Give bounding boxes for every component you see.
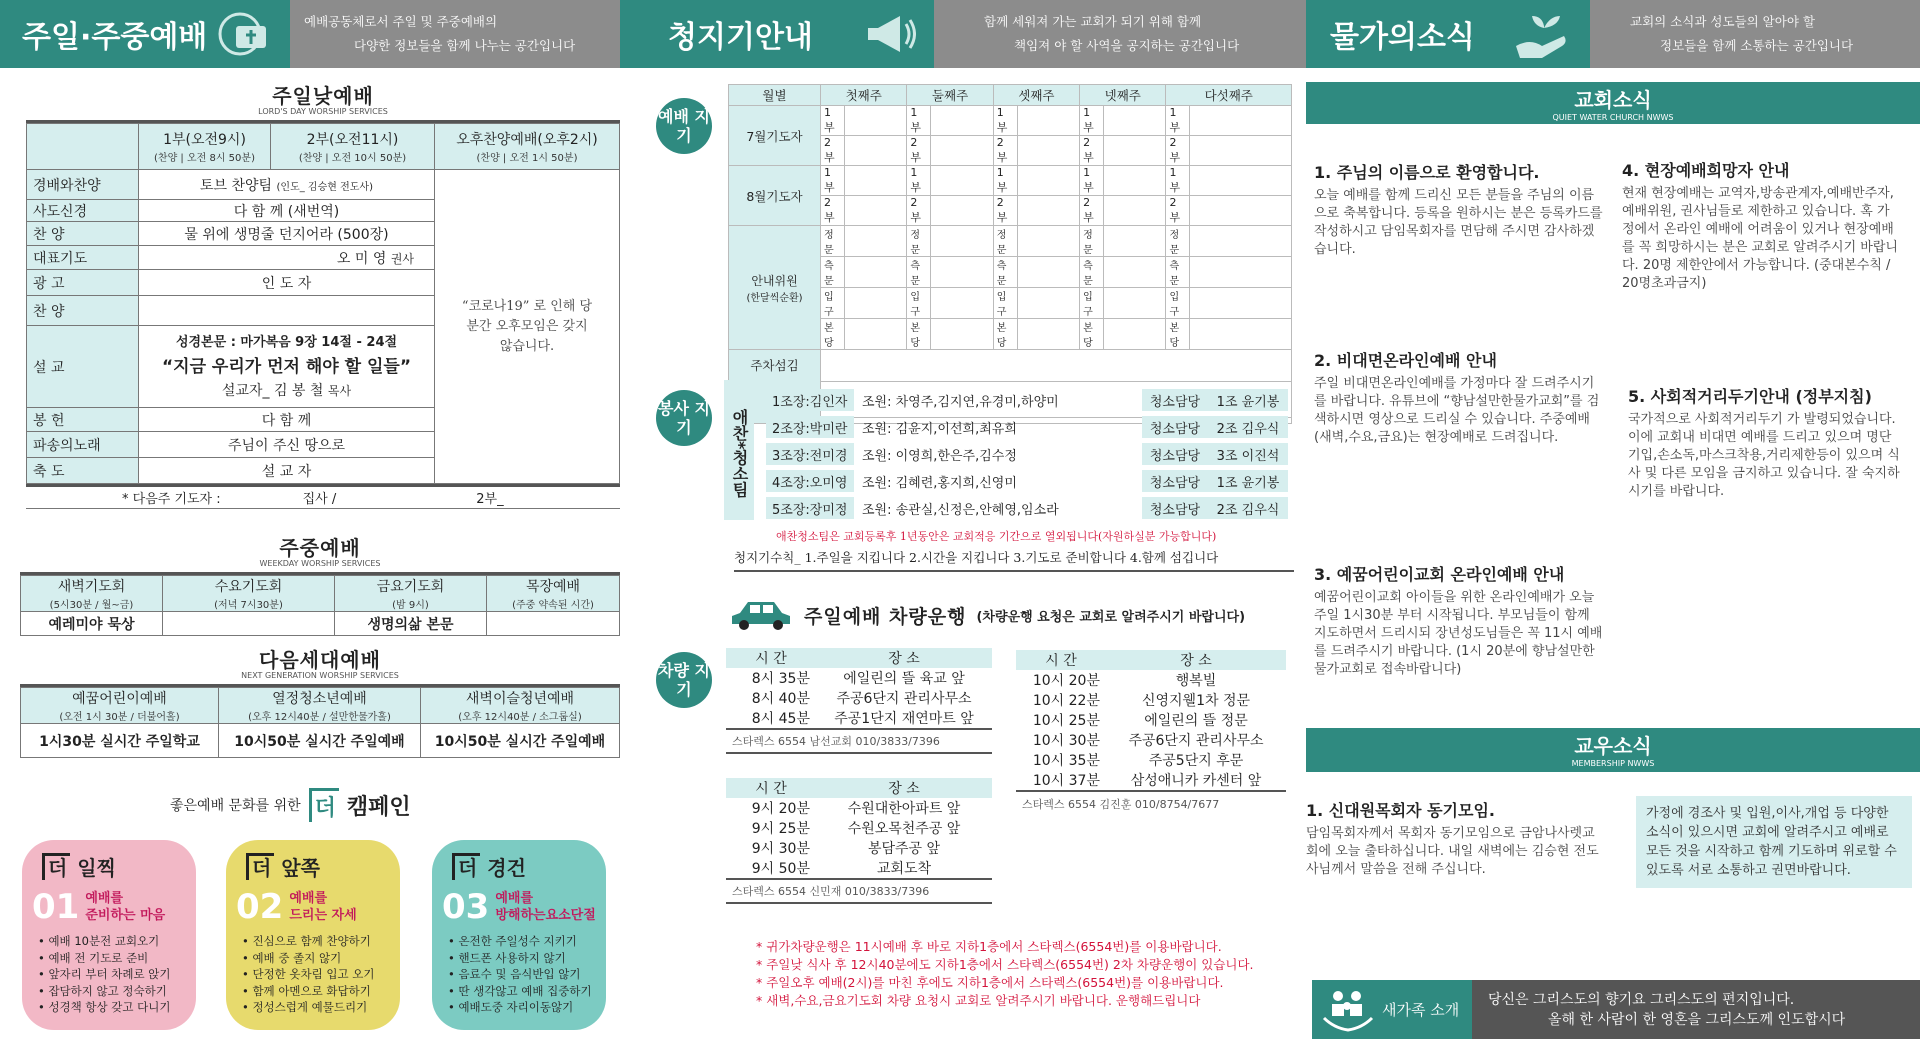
team-note: 애찬청소팀은 교회등록후 1년동안은 교회적응 기간으로 열외됩니다(자원하실분 가능합니다) bbox=[776, 530, 1217, 543]
nextgen-title: 다음세대예배 bbox=[259, 648, 381, 672]
church-news-header: 교회소식 QUIET WATER CHURCH NWWS bbox=[1306, 82, 1920, 124]
family-icon bbox=[1322, 988, 1374, 1032]
hand-sprout-icon bbox=[1512, 10, 1572, 62]
nextgen-table: 예꿈어린이예배 (오전 1시 30분 / 더불어홀) 열정청소년예배 (오후 12시40분 / 설만한물가홀) 새벽이슬청년예배 (오후 12시40분 / 소그룹실) 1시30분 실시간 주일학교 10시50분 실시간 주일예배 10시50분 실시간 주일예배 bbox=[20, 687, 620, 758]
team-table: 1조장:김인자 조원: 차영주,김지연,유경미,하양미 청소담당 1조 윤기봉 2조장:박미란 조원: 김윤지,이선희,최유희 청소담당 2조 김우식 3조장:전미경 조원: 이영희,한은주,김수정 청소담당 3조 이진석 4조장:오미영 조원: 김혜련,홍지희,신영미 청소담당 1조 윤기봉 5조장:장미정 조원: 송관실,신정은,안혜영,임소라 청소담당 2조 김우식 bbox=[766, 384, 1288, 524]
order-sermon: 성경본문 : 마가복음 9장 14절 - 24절 “지금 우리가 먼저 해야 할 일들” 설교자_ 김 봉 철 목사 bbox=[139, 326, 435, 408]
news-header-title: 물가의소식 bbox=[1306, 0, 1590, 68]
worship-header bbox=[0, 0, 620, 68]
order-prayer: 오 미 영 권사 bbox=[139, 246, 435, 270]
bible-icon bbox=[216, 10, 272, 58]
weekday-section bbox=[20, 532, 620, 636]
badge-worship-keepers: 예배 지기 bbox=[656, 98, 712, 154]
news-item-2: 2. 비대면온라인예배 안내 주일 비대면온라인예배를 가정마다 잘 드려주시기를 바랍니다. 유튜브에 “향남설만한물가교회”를 검색하시면 영상으로 드리실 수 있습니다. 주중예배(새벽,수요,금요)는 현장예배로 드려집니다. bbox=[1314, 351, 1600, 445]
order-hymn: 물 위에 생명줄 던지어라 (500장) bbox=[139, 222, 435, 246]
service-header bbox=[620, 0, 1306, 68]
member-news-item: 1. 신대원목회자 동기모임. 담임목회자께서 목회자 동기모임으로 금암나사렛교회에 오늘 출타하십니다. 내일 새벽에는 김승현 전도사님께서 말씀을 전해 주십니다. bbox=[1306, 801, 1599, 877]
news-item-5: 5. 사회적거리두기안내 (정부지침) 국가적으로 사회적거리두기 가 발령되었습니다. 이에 교회내 비대면 예배를 드리고 있으며 명단기입,손소독,마스크착용,거리제한등이 있으며 식사 및 다른 모임을 금지하고 있습니다. 잘 숙지하시기를 바랍니다. bbox=[1628, 387, 1900, 499]
covid-notice: “코로나19” 로 인해 당분간 오후모임은 갖지 않습니다. bbox=[435, 170, 620, 484]
megaphone-icon bbox=[860, 10, 916, 58]
order-sending-song: 주님이 주신 땅으로 bbox=[139, 432, 435, 458]
campaign-card-2: 더 앞쪽 02 예배를 드리는 자세 • 진심으로 함께 찬양하기 • 예배 중 졸지 않기 • 단정한 옷차림 입고 오기 • 함께 아멘으로 화답하기 • 정성스럽게 예물드리기 bbox=[226, 840, 400, 1030]
news-item-4: 4. 현장예배희망자 안내 현재 현장예배는 교역자,방송관계자,예배반주자, 예배위원, 권사님들로 제한하고 있습니다. 혹 가정에서 온라인 예배에 어려움이 있거나 현장예배를 꼭 희망하시는 분은 교회로 알려주시기 바랍니다. 20명 제한안에서 가능합니다. (중대본수칙 / 20명초과금지) bbox=[1622, 161, 1898, 291]
badge-vehicle-keepers: 차량 지기 bbox=[656, 652, 712, 708]
row-label: 설 교 bbox=[27, 326, 139, 408]
row-label: 찬 양 bbox=[27, 296, 139, 326]
order-benediction: 설 교 자 bbox=[139, 458, 435, 484]
vehicle-notes: * 귀가차량운행은 11시예배 후 바로 지하1층에서 스타렉스(6554번)를 이용바랍니다. * 주일낮 식사 후 12시40분에도 지하1층에서 스타렉스(6554번) 2차 차량운행이 있습니다. * 주일오후 예배(2시)를 마친 후에도 지하1층에서 스타렉스(6554번)를 이용바랍니다. * 새벽,수요,금요기도회 차량 요청시 교회로 알려주시기 바랍니다. 운행해드립니다 bbox=[756, 939, 1254, 1008]
team-label: 애찬*청소팀 bbox=[724, 380, 754, 520]
sunday-subtitle: LORD'S DAY WORSHIP SERVICES bbox=[258, 107, 388, 116]
row-label: 축 도 bbox=[27, 458, 139, 484]
campaign-mark: 더 bbox=[309, 788, 339, 822]
news-header bbox=[1306, 0, 1920, 68]
news-header-desc: 교회의 소식과 성도들의 알아야 할 정보들을 함께 소통하는 공간입니다 bbox=[1590, 0, 1920, 68]
service-header-desc: 함께 세워져 가는 교회가 되기 위해 함께 책임져 야 할 사역을 공지하는 공간입니다 bbox=[934, 0, 1306, 68]
order-offering: 다 함 께 bbox=[139, 408, 435, 432]
order-praise-2 bbox=[139, 296, 435, 326]
sunday-title: 주일낮예배 bbox=[272, 84, 374, 108]
row-label: 사도신경 bbox=[27, 200, 139, 222]
service-1: 1부(오전9시) (찬양 | 오전 8시 50분) bbox=[139, 124, 271, 170]
vehicle-route-3: 시 간 장 소 10시 20분 행복빌 10시 22분 신영지웰1차 정문 10시 25분 에일린의 뜰 정문 10시 30분 주공6단지 관리사무소 10시 35분 주공5단지 후문 10시 37분 삼성애니카 카센터 앞 스타렉스 6554 김진훈 010/8754/7677 bbox=[1016, 650, 1286, 815]
nextgen-subtitle: NEXT GENERATION WORSHIP SERVICES bbox=[241, 671, 399, 680]
order-announce: 인 도 자 bbox=[139, 270, 435, 296]
worship-header-title: 주일·주중예배 bbox=[0, 0, 290, 68]
row-label: 대표기도 bbox=[27, 246, 139, 270]
new-family-label: 새가족 소개 bbox=[1312, 980, 1472, 1039]
campaign-title: 좋은예배 문화를 위한 더 캠페인 bbox=[170, 788, 500, 822]
member-news-header: 교우소식 MEMBERSHIP NWWS bbox=[1306, 728, 1920, 772]
service-header-title: 청지기안내 bbox=[620, 0, 934, 68]
news-item-3: 3. 예꿈어린이교회 온라인예배 안내 예꿈어린이교회 아이들을 위한 온라인예배가 오늘 주일 1시30분 부터 시작됩니다. 부모님들이 함께 지도하면서 드리시되 장년성도님들은 꼭 11시 예배를 드려주시기 바랍니다. (1시 20분에 향남설만한물가교회로 접속바랍니다) bbox=[1314, 565, 1603, 677]
row-label: 봉 헌 bbox=[27, 408, 139, 432]
nextgen-section bbox=[20, 644, 620, 758]
weekday-table: 새벽기도회 (5시30분 / 월~금) 수요기도회 (저녁 7시30분) 금요기도회 (밤 9시) 목장예배 (주중 약속된 시간) 예레미야 묵상 생명의삶 본문 bbox=[20, 575, 620, 636]
service-3: 오후찬양예배(오후2시) (찬양 | 오전 1시 50분) bbox=[435, 124, 620, 170]
worship-header-desc: 예배공동체로서 주일 및 주중예배의 다양한 정보들을 함께 나누는 공간입니다 bbox=[290, 0, 620, 68]
order-praise: 토브 찬양팀 (인도_ 김승현 전도사) bbox=[139, 170, 435, 200]
sunday-table bbox=[26, 123, 620, 484]
vehicle-route-1: 시 간 장 소 8시 35분 에일린의 뜰 육교 앞 8시 40분 주공6단지 관리사무소 8시 45분 주공1단지 재연마트 앞 스타렉스 6554 남선교회 010/3833/7396 bbox=[726, 648, 992, 754]
footer-message: 당신은 그리스도의 향기요 그리스도의 편지입니다. 올해 한 사람이 한 영혼을 그리스도께 인도합시다 bbox=[1488, 991, 1846, 1028]
weekday-title: 주중예배 bbox=[279, 536, 361, 560]
row-label: 광 고 bbox=[27, 270, 139, 296]
vehicle-title: 주일예배 차량운행 (차량운행 요청은 교회로 알려주시기 바랍니다) bbox=[728, 598, 1298, 632]
weekday-subtitle: WEEKDAY WORSHIP SERVICES bbox=[259, 559, 381, 568]
campaign-card-3: 더 경건 03 예배를 방해하는요소단절 • 온전한 주일성수 지키기 • 핸드폰 사용하지 않기 • 음료수 및 음식반입 않기 • 딴 생각않고 예배 집중하기 • 예배도중 자리이동않기 bbox=[432, 840, 606, 1030]
car-icon bbox=[728, 598, 794, 632]
vehicle-route-2: 시 간 장 소 9시 20분 수원대한아파트 앞 9시 25분 수원오목천주공 앞 9시 30분 봉담주공 앞 9시 50분 교회도착 스타렉스 6554 신민재 010/3833/7396 bbox=[726, 778, 992, 904]
member-notice-box: 가정에 경조사 및 입원,이사,개업 등 다양한 소식이 있으시면 교회에 알려주시고 예배로 모든 것을 시작하고 함께 기도하며 위로할 수 있도록 서로 소통하고 권면바랍니다. bbox=[1636, 796, 1912, 888]
service-2: 2부(오전11시) (찬양 | 오전 10시 50분) bbox=[271, 124, 435, 170]
row-label: 경배와찬양 bbox=[27, 170, 139, 200]
steward-rules: 청지기수칙_ 1.주일을 지킵니다 2.시간을 지킵니다 3.기도로 준비합니다 4.함께 섬깁니다 bbox=[734, 548, 1294, 572]
campaign-card-1: 더 일찍 01 예배를 준비하는 마음 • 예배 10분전 교회오기 • 예배 전 기도로 준비 • 앞자리 부터 차례로 앉기 • 잡담하지 않고 정숙하기 • 성경책 항상 갖고 다니기 bbox=[22, 840, 196, 1030]
news-item-1: 1. 주님의 이름으로 환영합니다. 오늘 예배를 함께 드리신 모든 분들을 주님의 이름으로 축복합니다. 등록을 원하시는 분은 등록카드를 작성하시고 담임목회자를 면담해 주시면 감사하겠습니다. bbox=[1314, 163, 1603, 257]
next-prayer: * 다음주 기도자 : 집사 / 2부_ bbox=[26, 487, 620, 509]
badge-service-keepers: 봉사 지기 bbox=[656, 390, 712, 446]
row-label: 파송의노래 bbox=[27, 432, 139, 458]
duty-roster-table: 월별 첫째주 둘째주 셋째주 넷째주 다섯째주 7월기도자 1부 1부 1부 1부 1부 2부 2부 2부 2부 2부 8월기도자 1부 1부 1부 1부 1부 2부 2부 2부 2부 2부 안내위원 (한달씩순환) 정문 정문 정문 정문 정문 측문 측문 측문 측문 측문 입구 입구 입구 입구 입구 본당 본당 본당 본당 본당 주차섬김 bbox=[728, 84, 1292, 424]
sunday-worship-section bbox=[26, 80, 620, 509]
order-creed: 다 함 께 (새번역) bbox=[139, 200, 435, 222]
row-label: 찬 양 bbox=[27, 222, 139, 246]
new-family-footer bbox=[1312, 980, 1920, 1039]
